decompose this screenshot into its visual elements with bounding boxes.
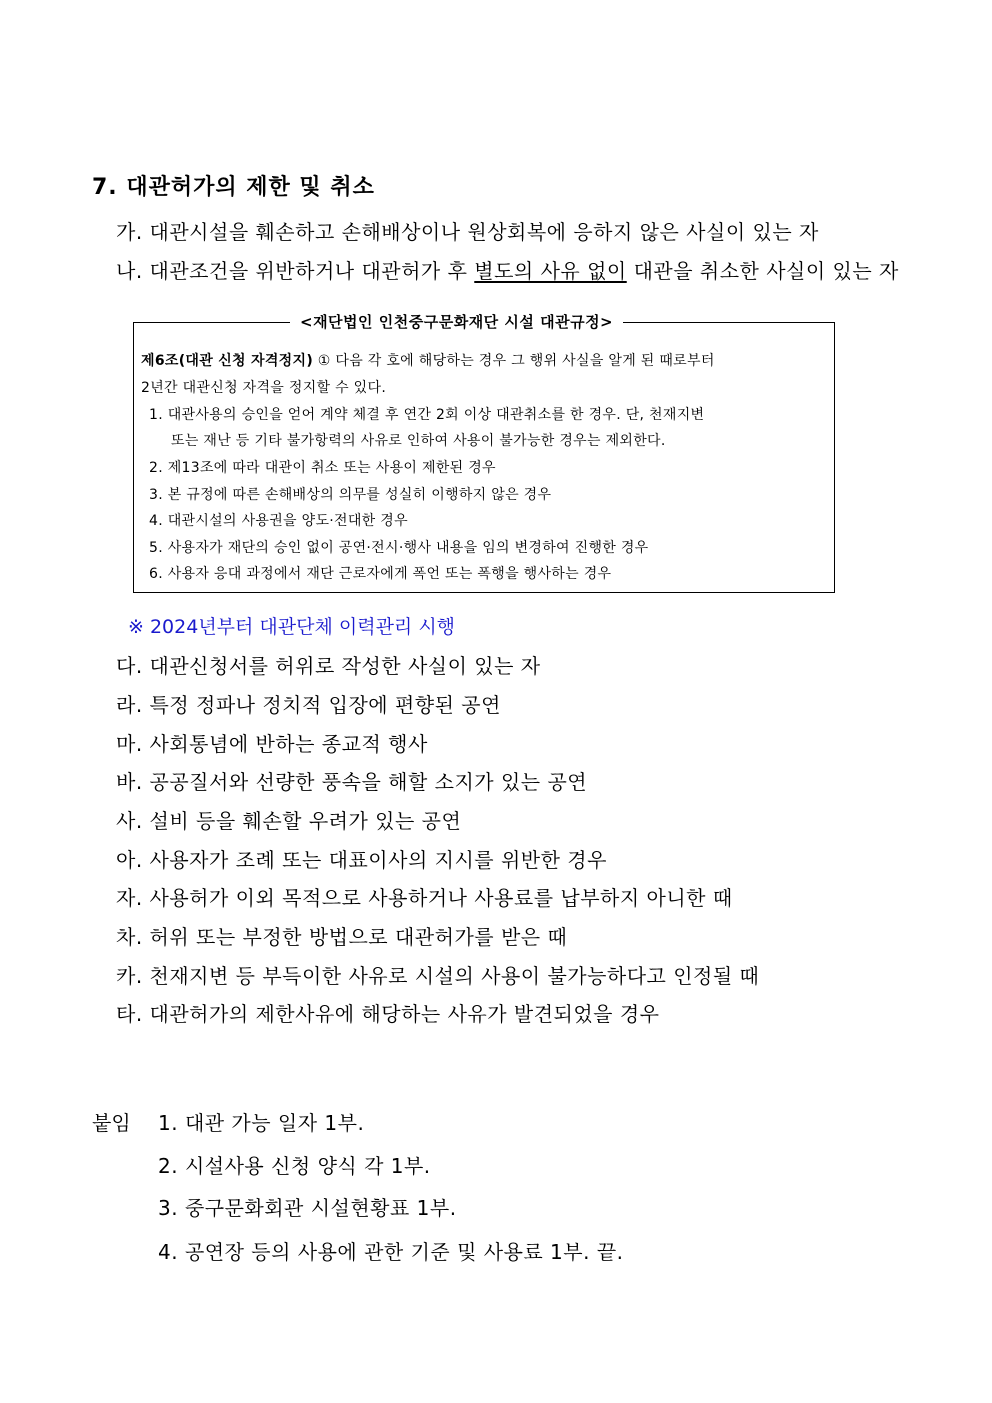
attachment-item: 2. 시설사용 신청 양식 각 1부. bbox=[158, 1154, 431, 1178]
history-note: ※ 2024년부터 대관단체 이력관리 시행 bbox=[128, 616, 456, 638]
list-item: 가. 대관시설을 훼손하고 손해배상이나 원상회복에 응하지 않은 사실이 있는 자 bbox=[116, 220, 819, 244]
article-intro-cont: 2년간 대관신청 자격을 정지할 수 있다. bbox=[141, 380, 387, 396]
clause-item: 1. 대관사용의 승인을 얻어 계약 체결 후 연간 2회 이상 대관취소를 한 경우. 단, 천재지변 bbox=[149, 407, 705, 423]
list-item: 다. 대관신청서를 허위로 작성한 사실이 있는 자 bbox=[116, 654, 541, 678]
item-text: 나. 대관조건을 위반하거나 대관허가 후 bbox=[116, 259, 475, 283]
list-item: 바. 공공질서와 선량한 풍속을 해할 소지가 있는 공연 bbox=[116, 770, 588, 794]
clause-item: 3. 본 규정에 따른 손해배상의 의무를 성실히 이행하지 않은 경우 bbox=[149, 487, 552, 503]
list-item: 차. 허위 또는 부정한 방법으로 대관허가를 받은 때 bbox=[116, 925, 568, 949]
attachment-item: 1. 대관 가능 일자 1부. bbox=[158, 1111, 365, 1135]
clause-item: 4. 대관시설의 사용권을 양도·전대한 경우 bbox=[149, 513, 408, 529]
article-line bbox=[141, 350, 715, 370]
clause-item: 5. 사용자가 재단의 승인 없이 공연·전시·행사 내용을 임의 변경하여 진행한 경우 bbox=[149, 540, 649, 556]
clause-item: 2. 제13조에 따라 대관이 취소 또는 사용이 제한된 경우 bbox=[149, 460, 496, 476]
list-item: 라. 특정 정파나 정치적 입장에 편향된 공연 bbox=[116, 693, 501, 717]
item-text: 대관을 취소한 사실이 있는 자 bbox=[626, 259, 899, 283]
attachment-item: 3. 중구문화회관 시설현황표 1부. bbox=[158, 1196, 457, 1220]
list-item: 아. 사용자가 조례 또는 대표이사의 지시를 위반한 경우 bbox=[116, 848, 607, 872]
list-item: 타. 대관허가의 제한사유에 해당하는 사유가 발견되었을 경우 bbox=[116, 1002, 660, 1026]
list-item: 사. 설비 등을 훼손할 우려가 있는 공연 bbox=[116, 809, 462, 833]
article-intro: ① 다음 각 호에 해당하는 경우 그 행위 사실을 알게 된 때로부터 bbox=[313, 353, 715, 369]
clause-item: 6. 사용자 응대 과정에서 재단 근로자에게 폭언 또는 폭행을 행사하는 경우 bbox=[149, 566, 612, 582]
attachments-label: 붙임 bbox=[92, 1111, 131, 1135]
attachment-item: 4. 공연장 등의 사용에 관한 기준 및 사용료 1부. 끝. bbox=[158, 1240, 624, 1264]
list-item: 카. 천재지변 등 부득이한 사유로 시설의 사용이 불가능하다고 인정될 때 bbox=[116, 964, 760, 988]
clause-item: 또는 재난 등 기타 불가항력의 사유로 인하여 사용이 불가능한 경우는 제외한다. bbox=[171, 433, 666, 449]
section-heading: 7. 대관허가의 제한 및 취소 bbox=[92, 175, 375, 200]
list-item bbox=[116, 255, 899, 284]
regulation-title: <재단법인 인천중구문화재단 시설 대관규정> bbox=[290, 311, 623, 332]
article-title: 제6조(대관 신청 자격정지) bbox=[141, 353, 314, 369]
underlined-text: 별도의 사유 없이 bbox=[474, 259, 627, 283]
list-item: 자. 사용허가 이외 목적으로 사용하거나 사용료를 납부하지 아니한 때 bbox=[116, 886, 733, 910]
list-item: 마. 사회통념에 반하는 종교적 행사 bbox=[116, 732, 428, 756]
